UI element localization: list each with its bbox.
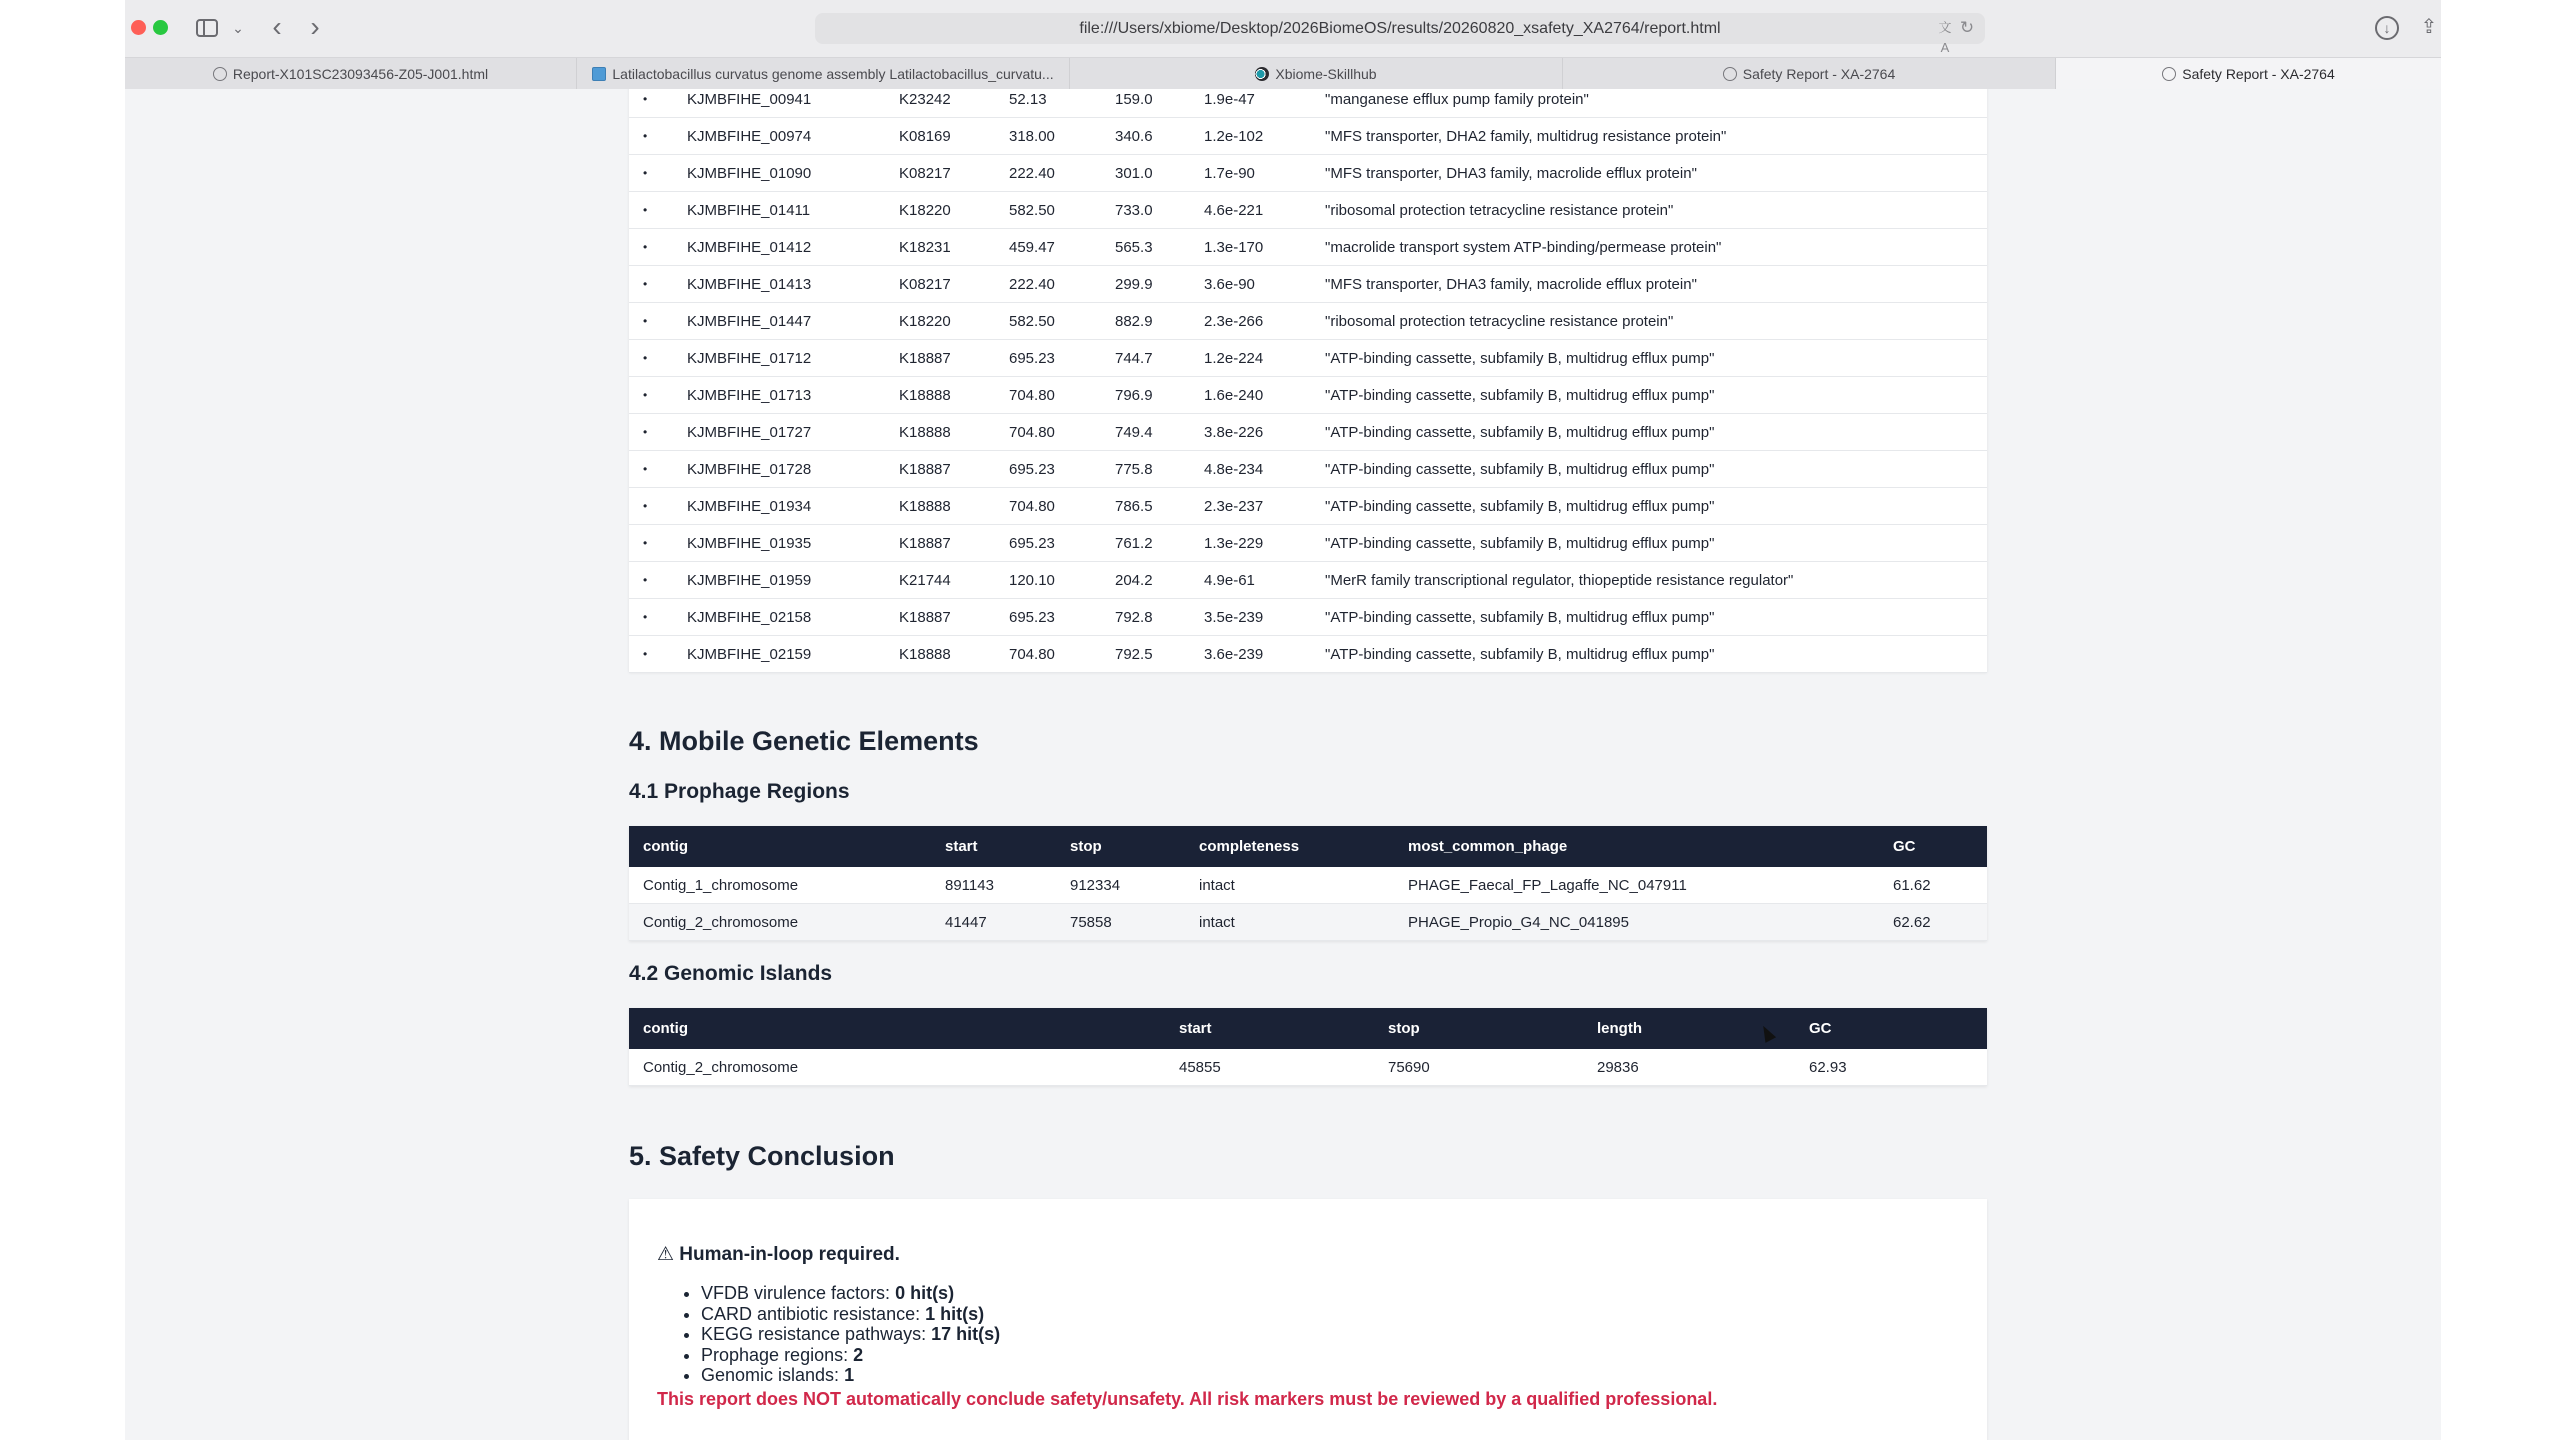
tab-bar (125, 57, 2441, 89)
summary-value: 1 hit(s) (925, 1303, 985, 1324)
threshold-value: 52.13 (1009, 91, 1047, 108)
evalue-value: 4.9e-61 (1204, 572, 1255, 589)
summary-label: KEGG resistance pathways: (701, 1324, 932, 1344)
ko-definition: "ATP-binding cassette, subfamily B, multidrug efflux pump" (1325, 350, 1715, 367)
tab-label: Latilactobacillus curvatus genome assembly Latilactobacillus_curvatu... (612, 66, 1054, 82)
summary-value: 0 hit(s) (895, 1283, 955, 1303)
evalue-value: 3.8e-226 (1204, 424, 1264, 441)
desktop-gutter-left (0, 0, 125, 1440)
table-cell: 29836 (1597, 1059, 1639, 1076)
table-row (629, 155, 1987, 192)
row-bullet: • (643, 277, 648, 291)
evalue-value: 1.6e-240 (1204, 387, 1264, 404)
gene-id: KJMBFIHE_01727 (687, 424, 812, 441)
table-row (629, 636, 1987, 673)
table-cell: 41447 (945, 914, 987, 931)
ko-definition: "MFS transporter, DHA3 family, macrolide efflux protein" (1325, 165, 1697, 182)
summary-label: Genomic islands: (701, 1365, 845, 1385)
ko-id: K21744 (899, 572, 951, 589)
ko-id: K18888 (899, 387, 951, 404)
gene-id: KJMBFIHE_01411 (687, 202, 811, 219)
desktop-gutter-right (2441, 0, 2560, 1440)
score-value: 159.0 (1115, 91, 1153, 108)
column-header: start (1179, 1020, 1212, 1037)
summary-label: Prophage regions: (701, 1344, 854, 1365)
window-close-button[interactable] (131, 20, 146, 35)
evalue-value: 1.3e-170 (1204, 239, 1264, 256)
gene-id: KJMBFIHE_02159 (687, 646, 812, 663)
subsection-heading-prophage: 4.1 Prophage Regions (629, 780, 850, 803)
score-value: 796.9 (1115, 387, 1153, 404)
genomic-islands-table (629, 1008, 1987, 1086)
forward-arrow-icon[interactable]: › (310, 11, 320, 42)
subsection-heading-genomic-islands: 4.2 Genomic Islands (629, 962, 833, 985)
review-warning-text: This report does NOT automatically conclude safety/unsafety. All risk markers must be reviewed by a qualified professional. (657, 1389, 1718, 1409)
address-url[interactable]: file:///Users/xbiome/Desktop/2026BiomeOS/results/20260820_xsafety_XA2764/report.html (1079, 20, 1721, 37)
threshold-value: 695.23 (1009, 350, 1055, 367)
ko-definition: "ATP-binding cassette, subfamily B, multidrug efflux pump" (1325, 535, 1715, 552)
table-cell: intact (1199, 914, 1235, 931)
downloads-icon[interactable]: ↓ (2375, 16, 2399, 40)
ko-id: K18887 (899, 609, 951, 626)
score-value: 204.2 (1115, 572, 1153, 589)
gene-id: KJMBFIHE_01090 (687, 165, 812, 182)
safety-conclusion-box (629, 1199, 1987, 1440)
row-bullet: • (643, 536, 648, 550)
score-value: 786.5 (1115, 498, 1153, 515)
genomic-islands-table-header (629, 1008, 1987, 1049)
ko-id: K18888 (899, 498, 951, 515)
score-value: 792.8 (1115, 609, 1153, 626)
table-row (629, 229, 1987, 266)
column-header: GC (1893, 838, 1916, 855)
table-cell: 75858 (1070, 914, 1112, 931)
ko-definition: "manganese efflux pump family protein" (1325, 91, 1589, 108)
conclusion-summary-list (701, 1283, 1000, 1386)
threshold-value: 695.23 (1009, 535, 1055, 552)
ko-definition: "ribosomal protection tetracycline resistance protein" (1325, 202, 1674, 219)
ko-definition: "ribosomal protection tetracycline resistance protein" (1325, 313, 1674, 330)
row-bullet: • (643, 647, 648, 661)
summary-value: 1 (844, 1365, 855, 1385)
row-bullet: • (643, 573, 648, 587)
column-header: completeness (1199, 838, 1300, 855)
table-row (629, 303, 1987, 340)
list-item (701, 1283, 1000, 1304)
address-bar[interactable] (815, 13, 1985, 55)
table-cell: PHAGE_Faecal_FP_Lagaffe_NC_047911 (1408, 877, 1687, 894)
tab-label: Xbiome-Skillhub (1275, 66, 1377, 82)
ko-id: K18888 (899, 424, 951, 441)
table-cell: 891143 (945, 877, 994, 894)
xbiome-logo-icon (1255, 67, 1269, 81)
ko-id: K23242 (899, 91, 951, 108)
score-value: 340.6 (1115, 128, 1153, 145)
ncbi-icon (592, 67, 606, 81)
gene-id: KJMBFIHE_02158 (687, 609, 812, 626)
ko-id: K18888 (899, 646, 951, 663)
gene-id: KJMBFIHE_01447 (687, 313, 812, 330)
ko-id: K08217 (899, 276, 951, 293)
evalue-value: 1.7e-90 (1204, 165, 1255, 182)
threshold-value: 120.10 (1009, 572, 1055, 589)
evalue-value: 3.6e-90 (1204, 276, 1255, 293)
kegg-resistance-table (629, 89, 1987, 672)
table-cell: Contig_2_chromosome (643, 1059, 799, 1076)
threshold-value: 582.50 (1009, 202, 1055, 219)
table-cell: 45855 (1179, 1059, 1221, 1076)
row-bullet: • (643, 388, 648, 402)
threshold-value: 318.00 (1009, 128, 1055, 145)
list-item (701, 1345, 1000, 1366)
column-header: contig (643, 838, 688, 855)
score-value: 733.0 (1115, 202, 1153, 219)
score-value: 749.4 (1115, 424, 1153, 441)
ko-id: K18220 (899, 313, 951, 330)
summary-label: CARD antibiotic resistance: (701, 1303, 926, 1324)
evalue-value: 1.2e-224 (1204, 350, 1264, 367)
list-item (701, 1324, 1000, 1345)
ko-definition: "ATP-binding cassette, subfamily B, multidrug efflux pump" (1325, 646, 1715, 663)
evalue-value: 1.2e-102 (1204, 128, 1264, 145)
ko-definition: "ATP-binding cassette, subfamily B, multidrug efflux pump" (1325, 424, 1715, 441)
table-cell: intact (1199, 877, 1235, 894)
prophage-table-header (629, 826, 1987, 867)
table-row (629, 488, 1987, 525)
row-bullet: • (643, 166, 648, 180)
ko-id: K18887 (899, 461, 951, 478)
back-arrow-icon[interactable]: ‹ (272, 11, 282, 42)
gene-id: KJMBFIHE_01413 (687, 276, 812, 293)
ko-definition: "MFS transporter, DHA3 family, macrolide efflux protein" (1325, 276, 1697, 293)
summary-value: 17 hit(s) (931, 1324, 1001, 1344)
table-cell: PHAGE_Propio_G4_NC_041895 (1408, 914, 1629, 931)
table-cell: 62.62 (1893, 914, 1931, 931)
threshold-value: 459.47 (1009, 239, 1055, 256)
threshold-value: 222.40 (1009, 276, 1055, 293)
table-cell: 912334 (1070, 877, 1121, 894)
prophage-table (629, 826, 1987, 941)
score-value: 299.9 (1115, 276, 1153, 293)
ko-definition: "MerR family transcriptional regulator, thiopeptide resistance regulator" (1325, 572, 1794, 589)
threshold-value: 704.80 (1009, 387, 1055, 404)
column-header: GC (1809, 1020, 1832, 1037)
row-bullet: • (643, 240, 648, 254)
row-bullet: • (643, 351, 648, 365)
table-row (629, 1049, 1987, 1086)
row-bullet: • (643, 610, 648, 624)
summary-value: 2 (853, 1344, 864, 1365)
report-page (125, 89, 2441, 1440)
evalue-value: 4.8e-234 (1204, 461, 1264, 478)
evalue-value: 1.9e-47 (1204, 91, 1255, 108)
tab-label: Safety Report - XA-2764 (2182, 66, 2335, 82)
section-heading-safety-conclusion: 5. Safety Conclusion (629, 1141, 895, 1171)
ko-definition: "ATP-binding cassette, subfamily B, multidrug efflux pump" (1325, 461, 1715, 478)
table-cell: Contig_2_chromosome (643, 914, 799, 931)
table-cell: 61.62 (1893, 877, 1931, 894)
threshold-value: 222.40 (1009, 165, 1055, 182)
row-bullet: • (643, 203, 648, 217)
translate-icon[interactable]: 文A (1938, 20, 1952, 55)
table-row (629, 266, 1987, 303)
ko-id: K18220 (899, 202, 951, 219)
tab-label: Safety Report - XA-2764 (1742, 66, 1896, 82)
gene-id: KJMBFIHE_01712 (687, 350, 812, 367)
table-row (629, 377, 1987, 414)
row-bullet: • (643, 499, 648, 513)
score-value: 761.2 (1115, 535, 1153, 552)
table-row (629, 562, 1987, 599)
tab-ncbi-assembly[interactable] (577, 58, 1070, 90)
gene-id: KJMBFIHE_01934 (687, 498, 812, 515)
chevron-down-icon[interactable]: ⌄ (232, 20, 244, 36)
table-row (629, 525, 1987, 562)
ko-definition: "MFS transporter, DHA2 family, multidrug resistance protein" (1325, 128, 1727, 145)
ko-definition: "macrolide transport system ATP-binding/permease protein" (1325, 239, 1722, 256)
score-value: 775.8 (1115, 461, 1153, 478)
column-header: contig (643, 1020, 688, 1037)
list-item (701, 1304, 1000, 1325)
score-value: 792.5 (1115, 646, 1153, 663)
threshold-value: 695.23 (1009, 461, 1055, 478)
row-bullet: • (643, 314, 648, 328)
evalue-value: 2.3e-266 (1204, 313, 1264, 330)
gene-id: KJMBFIHE_01713 (687, 387, 812, 404)
gene-id: KJMBFIHE_00974 (687, 128, 812, 145)
tab-label: Report-X101SC23093456-Z05-J001.html (232, 66, 489, 82)
evalue-value: 3.6e-239 (1204, 646, 1264, 663)
compass-icon (1723, 67, 1737, 81)
compass-icon (213, 67, 227, 81)
row-bullet: • (643, 92, 648, 106)
gene-id: KJMBFIHE_01959 (687, 572, 812, 589)
table-row (629, 599, 1987, 636)
table-row (629, 118, 1987, 155)
table-row (629, 867, 1987, 904)
compass-icon (2162, 67, 2176, 81)
table-row (629, 192, 1987, 229)
ko-id: K18887 (899, 350, 951, 367)
row-bullet: • (643, 425, 648, 439)
threshold-value: 704.80 (1009, 424, 1055, 441)
tab-xbiome-skillhub[interactable] (1070, 58, 1563, 90)
column-header: stop (1070, 838, 1102, 855)
score-value: 882.9 (1115, 313, 1153, 330)
table-row (629, 89, 1987, 118)
table-row (629, 414, 1987, 451)
tab-report-x101[interactable] (125, 58, 577, 90)
threshold-value: 704.80 (1009, 498, 1055, 515)
table-cell: 75690 (1388, 1059, 1430, 1076)
score-value: 744.7 (1115, 350, 1153, 367)
table-row (629, 340, 1987, 377)
browser-toolbar (125, 0, 2441, 57)
row-bullet: • (643, 129, 648, 143)
evalue-value: 4.6e-221 (1204, 202, 1264, 219)
section-heading-mobile-genetic-elements: 4. Mobile Genetic Elements (629, 726, 979, 756)
table-row (629, 451, 1987, 488)
gene-id: KJMBFIHE_01935 (687, 535, 812, 552)
threshold-value: 695.23 (1009, 609, 1055, 626)
ko-id: K08169 (899, 128, 951, 145)
score-value: 565.3 (1115, 239, 1153, 256)
column-header: length (1597, 1020, 1642, 1037)
browser-chrome (125, 0, 2441, 89)
ko-id: K18231 (899, 239, 951, 256)
column-header: most_common_phage (1408, 838, 1568, 855)
table-cell: 62.93 (1809, 1059, 1847, 1076)
row-bullet: • (643, 462, 648, 476)
ko-id: K18887 (899, 535, 951, 552)
list-item (701, 1365, 1000, 1386)
ko-id: K08217 (899, 165, 951, 182)
window-zoom-button[interactable] (153, 20, 168, 35)
threshold-value: 704.80 (1009, 646, 1055, 663)
ko-definition: "ATP-binding cassette, subfamily B, multidrug efflux pump" (1325, 498, 1715, 515)
column-header: start (945, 838, 978, 855)
evalue-value: 1.3e-229 (1204, 535, 1264, 552)
gene-id: KJMBFIHE_01728 (687, 461, 812, 478)
sidebar-toggle-icon[interactable] (193, 16, 221, 40)
ko-definition: "ATP-binding cassette, subfamily B, multidrug efflux pump" (1325, 387, 1715, 404)
tab-safety-report-active[interactable] (2056, 58, 2441, 90)
conclusion-title: ⚠ Human-in-loop required. (657, 1244, 900, 1265)
ko-definition: "ATP-binding cassette, subfamily B, multidrug efflux pump" (1325, 609, 1715, 626)
table-cell: Contig_1_chromosome (643, 877, 799, 894)
column-header: stop (1388, 1020, 1420, 1037)
share-icon[interactable]: ⇪ (2420, 16, 2438, 38)
summary-label: VFDB virulence factors: (701, 1283, 896, 1303)
gene-id: KJMBFIHE_00941 (687, 91, 812, 108)
evalue-value: 3.5e-239 (1204, 609, 1264, 626)
tab-safety-report[interactable] (1563, 58, 2056, 90)
threshold-value: 582.50 (1009, 313, 1055, 330)
table-row (629, 904, 1987, 941)
reload-icon[interactable]: ↻ (1959, 18, 1975, 37)
evalue-value: 2.3e-237 (1204, 498, 1264, 515)
score-value: 301.0 (1115, 165, 1153, 182)
gene-id: KJMBFIHE_01412 (687, 239, 812, 256)
